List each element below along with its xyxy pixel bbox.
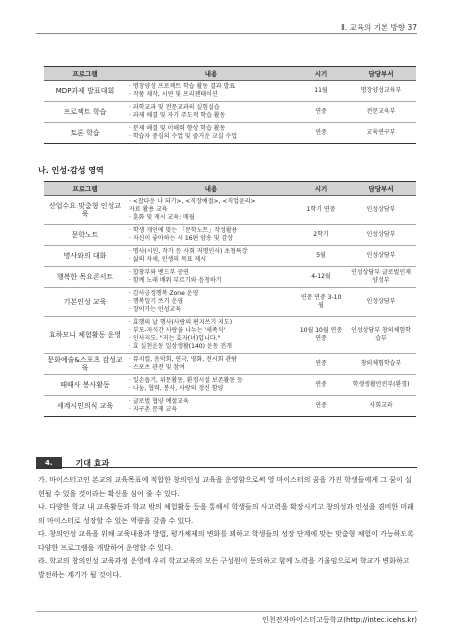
content-line: · <잡다운 나 되기>, <직장예절>, <직업윤리> xyxy=(129,198,256,205)
content-line: · 문제 해결 및 이해력 향상 학습 활동 xyxy=(129,125,226,132)
program-name: 명사와의 대화 xyxy=(44,246,126,267)
section-title: 나. 인성·감성 영역 xyxy=(38,166,104,175)
content-line: · 효행의 날 행사(사랑의 편지쓰기 지도) xyxy=(129,319,233,326)
program-content xyxy=(126,246,296,267)
table-row xyxy=(44,317,416,354)
col-header-content: 내용 xyxy=(126,182,296,196)
content-line: · 명장양성 프로젝트 학습 활동 결과 발표 xyxy=(129,83,236,90)
program-name: 기본인성 교육 xyxy=(44,288,126,317)
program-name: 문화예술&스포츠 감성교육 xyxy=(44,354,126,375)
content-line: 자료 활용 교육 xyxy=(129,206,168,213)
table-row xyxy=(44,354,416,375)
program-dept: 인성상담부 xyxy=(346,196,416,225)
effect-paragraph: 나. 다양한 학교 내 교육활동과 학교 밖의 체험활동 등을 통해서 학생들의 사고력을 확장시키고 창의성과 인성을 겸비한 미래의 마이스터로 성장할 수 있는 역량을 갖출 수 있다. xyxy=(38,503,414,525)
content-line: · 감사긍정행복 Zone 운영 xyxy=(129,290,199,297)
content-line: · 삶의 자세, 인생의 목표 제시 xyxy=(129,256,207,263)
table-row xyxy=(44,102,416,123)
content-line: · 뮤지컬, 음악회, 연극, 영화, 전시회 관람 xyxy=(129,356,237,363)
content-line: · 과학교과 및 전문교과의 실험실습 xyxy=(129,104,220,111)
program-dept: 인성상담부 xyxy=(346,246,416,267)
col-header-period: 시기 xyxy=(296,182,346,196)
col-header-program: 프로그램 xyxy=(44,67,126,81)
program-dept: 인성상담부 xyxy=(346,288,416,317)
program-content xyxy=(126,196,296,225)
content-line: · 스포츠 관전 및 참여 xyxy=(129,364,185,371)
col-header-dept: 담당부서 xyxy=(346,67,416,81)
effects-number: 4. xyxy=(36,457,62,469)
content-line: · 과제 해결 및 자기 주도적 학습 활동 xyxy=(129,112,226,119)
table-row xyxy=(44,196,416,225)
effect-paragraph: 가. 마이스터고인 본교의 교육목표에 적합한 창의인성 교육을 운영함으로써 영 마이스터의 꿈을 가진 학생들에게 그 꿈이 실현될 수 있을 것이라는 확신을 심어 줄 수 있다. xyxy=(38,476,412,498)
program-period: 11월 xyxy=(296,81,346,102)
program-content xyxy=(126,396,296,417)
program-period: 10월 10월 연중 연중 xyxy=(296,317,346,354)
program-period: 연중 xyxy=(296,102,346,123)
program-period: 연중 xyxy=(296,123,346,144)
content-line: · 행복일기 쓰기 운영 xyxy=(129,298,183,305)
table-row xyxy=(44,375,416,396)
content-line: · 나눔, 협력, 봉사, 사랑의 정신 함양 xyxy=(129,385,224,392)
content-line: · 훈화 및 게시 교육: 매월 xyxy=(129,214,195,221)
content-line: · 지구촌 문제 교육 xyxy=(129,406,178,413)
program-name: MDP과제 발표대회 xyxy=(44,81,126,102)
content-line: · 일손돕기, 위문활동, 환경시설 보존활동 등 xyxy=(129,377,243,384)
footer-school: 인천전자마이스터고등학교(http://intec.icehs.kr) xyxy=(262,616,417,624)
program-name: 토론 학습 xyxy=(44,123,126,144)
program-name: 문학노트 xyxy=(44,225,126,246)
program-content xyxy=(126,317,296,354)
program-dept: 인성상담부 창의체험학습부 xyxy=(346,317,416,354)
program-content xyxy=(126,354,296,375)
program-table-creativity xyxy=(44,66,416,144)
table-row xyxy=(44,123,416,144)
table-row xyxy=(44,396,416,417)
program-name: 때때사 봉사활동 xyxy=(44,375,126,396)
program-content xyxy=(126,288,296,317)
program-period: 연중 xyxy=(296,375,346,396)
table-row xyxy=(44,288,416,317)
table-row xyxy=(44,225,416,246)
program-dept: 전문교육부 xyxy=(346,102,416,123)
footer-divider xyxy=(36,611,417,612)
program-dept: 명장양성교육부 xyxy=(346,81,416,102)
col-header-dept: 담당부서 xyxy=(346,182,416,196)
program-period: 4-12월 xyxy=(296,267,346,288)
program-content xyxy=(126,267,296,288)
program-name: 세계시민의식 교육 xyxy=(44,396,126,417)
program-period: 5월 xyxy=(296,246,346,267)
table-row xyxy=(44,267,416,288)
program-dept: 창의체험학습부 xyxy=(346,354,416,375)
program-name: 산업수요 맞춤형 인성교육 xyxy=(44,196,126,225)
program-period: 1학기 연중 xyxy=(296,196,346,225)
page-header xyxy=(341,22,417,33)
program-dept: 사회교과 xyxy=(346,396,416,417)
table-row xyxy=(44,81,416,102)
content-line: · 자신이 좋아하는 시 16편 암송 및 감상 xyxy=(129,235,234,242)
program-name: 효하모니 체험활동 운영 xyxy=(44,317,126,354)
col-header-content: 내용 xyxy=(126,67,296,81)
content-line: · 장이가는 인성교육 xyxy=(129,306,182,313)
content-line: · 인사지도: "저는 효자(녀)입니다." xyxy=(129,335,221,342)
program-content xyxy=(126,81,296,102)
program-period: 연중 xyxy=(296,354,346,375)
program-dept: 학생생활안전부(환경) xyxy=(346,375,416,396)
effect-paragraph: 라. 학교의 창의인성 교육과정 운영에 우리 학교교육의 모든 구성원이 동의하고 함께 노력을 기울임으로써 학교가 변화하고 발전하는 계기가 될 것이다. xyxy=(38,557,410,579)
table-header-row xyxy=(44,67,416,81)
content-line: · 합창부와 밴드부 공연 xyxy=(129,269,189,276)
program-period: 연중 xyxy=(296,396,346,417)
table-header-row xyxy=(44,182,416,196)
program-name: 프로젝트 학습 xyxy=(44,102,126,123)
program-content xyxy=(126,123,296,144)
program-content xyxy=(126,225,296,246)
content-line: · 효 실천운동 일상생활(140) 운동 전개 xyxy=(129,343,232,350)
content-line: · 글로벌 협양 예절교육 xyxy=(129,398,189,405)
page-number: 37 xyxy=(407,23,417,32)
program-dept: 교육연구부 xyxy=(346,123,416,144)
table-row xyxy=(44,246,416,267)
program-content xyxy=(126,102,296,123)
content-line: · 학습자 중심의 수업 및 즐거운 교실 수업 xyxy=(129,133,237,140)
header-divider xyxy=(36,33,417,34)
content-line: · 명사(시인, 작가 등 사회 저명인사) 초청특강 xyxy=(129,248,248,255)
effects-body xyxy=(38,474,416,582)
program-period: 연중 연중 3-10월 xyxy=(296,288,346,317)
content-line: · 함께 노래 배워 부르기와 음청하기 xyxy=(129,277,222,284)
content-line: · 부모-자식간 사랑을 나누는 '세족식' xyxy=(129,327,226,334)
program-dept: 인성상담부 글로벌인재양성부 xyxy=(346,267,416,288)
col-header-program: 프로그램 xyxy=(44,182,126,196)
program-name: 행복한 목요콘서트 xyxy=(44,267,126,288)
chapter-title: Ⅱ. 교육의 기본 방향 xyxy=(341,23,406,32)
col-header-period: 시기 xyxy=(296,67,346,81)
content-line: · 학생 개인에 맞는 「문학노트」작성활용 xyxy=(129,227,238,234)
program-dept: 인성상담부 xyxy=(346,225,416,246)
program-period: 2학기 xyxy=(296,225,346,246)
content-line: · 작품 제작, 시연 및 프리젠테이션 xyxy=(129,91,218,98)
effect-paragraph: 다. 창의인성 교육을 위해 교육내용과 방법, 평가체제의 변화를 꾀하고 학생들의 성장 단계에 맞는 맞춤형 체험이 가능하도록 다양한 프로그램을 개발하여 운영할 수 있다. xyxy=(38,530,414,552)
program-table-character xyxy=(44,181,416,417)
effects-title: 기대 효과 xyxy=(75,458,110,468)
effects-divider xyxy=(36,467,417,468)
program-content xyxy=(126,375,296,396)
